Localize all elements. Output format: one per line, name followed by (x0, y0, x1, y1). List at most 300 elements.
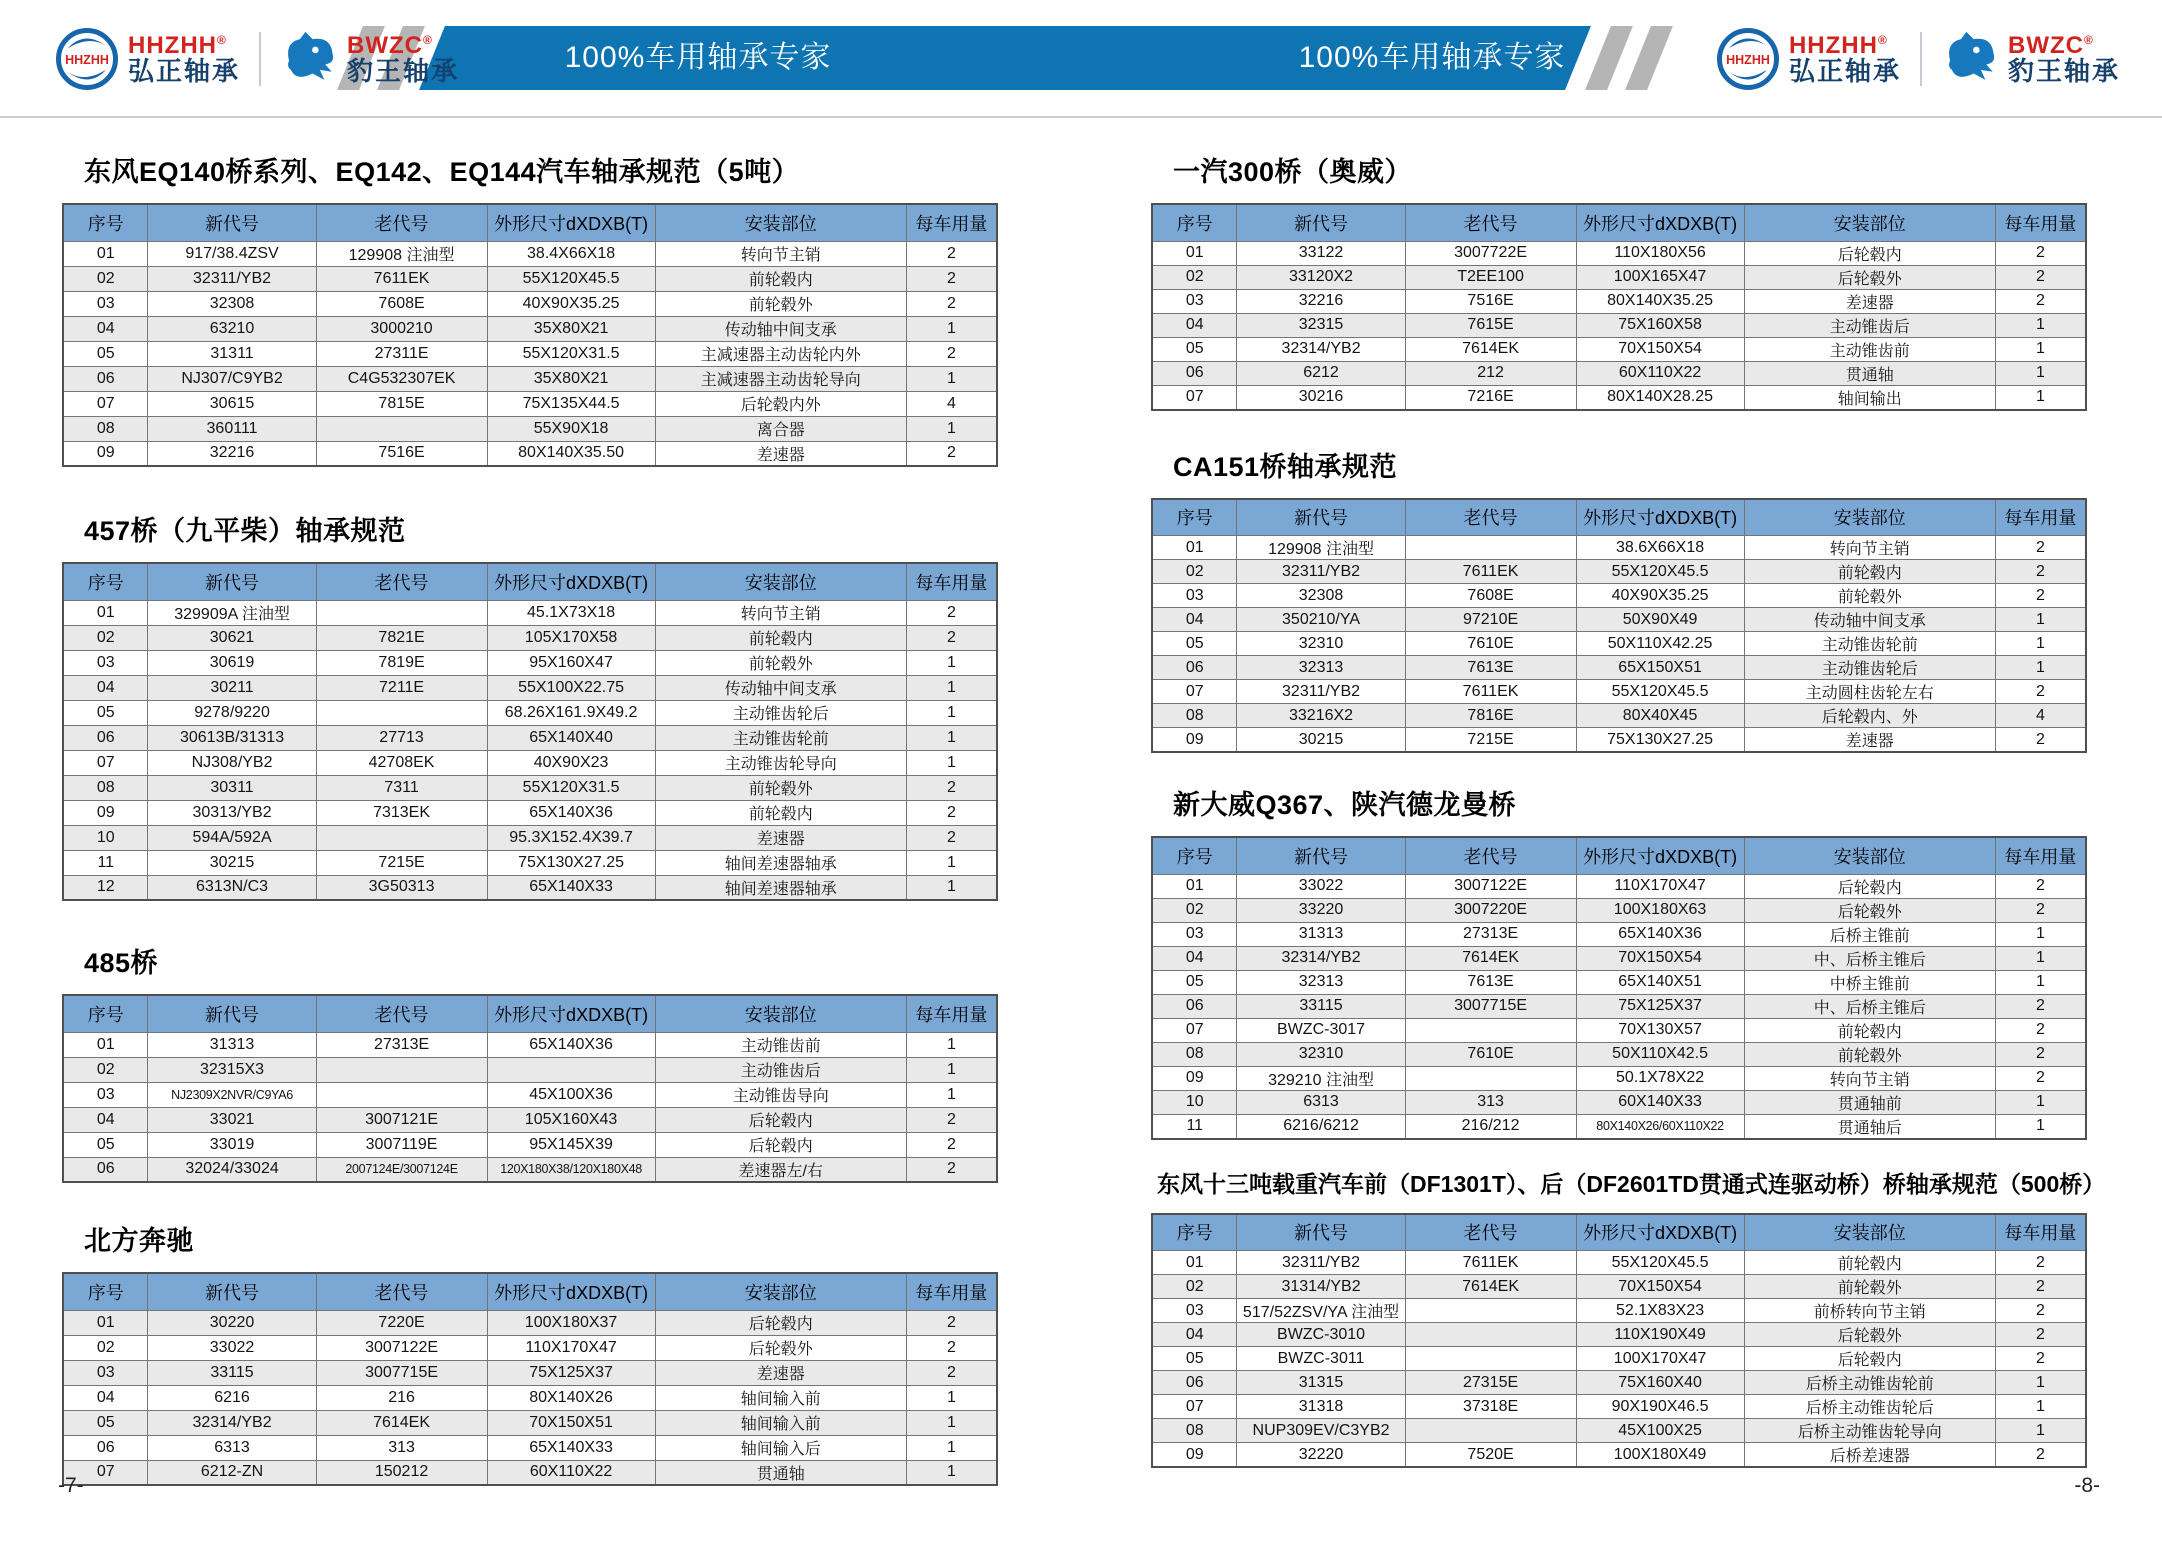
cell: 07 (63, 750, 148, 775)
bwzc-lockup (2008, 33, 2120, 85)
cell: 6216/6212 (1237, 1114, 1405, 1139)
cell: 后轮毂外 (655, 1335, 906, 1360)
cell: 7816E (1405, 704, 1576, 728)
cell: 33022 (148, 1335, 316, 1360)
cell: 7613E (1405, 970, 1576, 994)
cell: 09 (63, 800, 148, 825)
cell: 80X40X45 (1576, 704, 1744, 728)
table-row (63, 241, 997, 266)
cell: 35X80X21 (487, 366, 655, 391)
table-row (63, 391, 997, 416)
column-header: 每车用量 (906, 204, 997, 241)
cell: 40X90X35.25 (487, 291, 655, 316)
cell: 75X130X27.25 (487, 850, 655, 875)
table-row (63, 366, 997, 391)
cell: 32024/33024 (148, 1157, 316, 1182)
cell: 主动锥齿轮后 (1744, 656, 1995, 680)
cell: 7610E (1405, 632, 1576, 656)
cell: 100X170X47 (1576, 1347, 1744, 1371)
cell: 2 (1995, 874, 2086, 898)
cell: 1 (906, 850, 997, 875)
cell: 30220 (148, 1310, 316, 1335)
registered-mark: ® (423, 32, 433, 47)
cell: 转向节主销 (1744, 1066, 1995, 1090)
table-row (63, 1132, 997, 1157)
header-row (1152, 837, 2086, 874)
cell: 03 (63, 650, 148, 675)
cell: 05 (1152, 1347, 1237, 1371)
table-row (1152, 1090, 2086, 1114)
cell: 1 (906, 1460, 997, 1485)
cell: 65X140X40 (487, 725, 655, 750)
cell: 100X180X63 (1576, 898, 1744, 922)
cell: 1 (906, 1032, 997, 1057)
cell: 2 (1995, 994, 2086, 1018)
header-row (1152, 204, 2086, 241)
cell: 05 (63, 1410, 148, 1435)
cell: 2 (906, 341, 997, 366)
cell: 95X160X47 (487, 650, 655, 675)
cell: 1 (1995, 656, 2086, 680)
cell: 08 (1152, 1042, 1237, 1066)
cell: 7614EK (316, 1410, 487, 1435)
cell: 后轮毂内 (1744, 241, 1995, 265)
cell (316, 825, 487, 850)
cell: 前轮毂内 (1744, 1251, 1995, 1275)
table-row (1152, 313, 2086, 337)
cell: 差速器左/右 (655, 1157, 906, 1182)
table-row (63, 1460, 997, 1485)
column-header: 安装部位 (1744, 499, 1995, 536)
cell: 06 (1152, 656, 1237, 680)
cell (1405, 1066, 1576, 1090)
svg-text:HHZHH: HHZHH (65, 53, 109, 67)
cell: 07 (1152, 1395, 1237, 1419)
cell: 后轮毂内、外 (1744, 704, 1995, 728)
cell (316, 1082, 487, 1107)
cell: NJ307/C9YB2 (148, 366, 316, 391)
bwzc-name-en: BWZC® (347, 31, 433, 59)
table-title: 东风十三吨载重汽车前（DF1301T）、后（DF2601TD贯通式连驱动桥）桥轴承规范（500桥） (1157, 1170, 2106, 1197)
table-row (63, 1335, 997, 1360)
cell: 主减速器主动齿轮导向 (655, 366, 906, 391)
table-row (63, 1435, 997, 1460)
cell: 1 (906, 725, 997, 750)
cell: 33216X2 (1237, 704, 1405, 728)
cell: 350210/YA (1237, 608, 1405, 632)
cell: 2 (906, 775, 997, 800)
cell: 后桥主锥前 (1744, 922, 1995, 946)
cell: 32308 (1237, 584, 1405, 608)
cell: 1 (1995, 1419, 2086, 1443)
cell: 01 (63, 241, 148, 266)
cell: 2 (906, 241, 997, 266)
cell: 1 (906, 750, 997, 775)
table-row (1152, 337, 2086, 361)
hhzhh-name-cn: 弘正轴承 (1788, 55, 1901, 86)
cell: 07 (63, 1460, 148, 1485)
cell: 03 (63, 291, 148, 316)
cell: 前轮毂内 (1744, 1018, 1995, 1042)
cell: 11 (1152, 1114, 1237, 1139)
cell (1405, 1018, 1576, 1042)
cell: 60X110X22 (1576, 361, 1744, 385)
cell: 2 (1995, 1323, 2086, 1347)
cell: 主动圆柱齿轮左右 (1744, 680, 1995, 704)
cell: BWZC-3010 (1237, 1323, 1405, 1347)
cell: 差速器 (655, 441, 906, 466)
registered-mark: ® (217, 32, 227, 47)
cell: 前轮毂外 (655, 291, 906, 316)
cell: 33022 (1237, 874, 1405, 898)
cell: 前轮毂外 (1744, 1042, 1995, 1066)
cell: 传动轴中间支承 (655, 316, 906, 341)
cell: 01 (1152, 1251, 1237, 1275)
table-row (1152, 1323, 2086, 1347)
table-row (1152, 289, 2086, 313)
column-header: 每车用量 (906, 1273, 997, 1310)
cell: 1 (906, 1082, 997, 1107)
cell: 09 (1152, 1066, 1237, 1090)
table-row (1152, 1251, 2086, 1275)
cell: 31315 (1237, 1371, 1405, 1395)
cell: 75X125X37 (487, 1360, 655, 1385)
cell: 32311/YB2 (148, 266, 316, 291)
cell: 65X140X36 (1576, 922, 1744, 946)
cell: 02 (1152, 265, 1237, 289)
column-header: 新代号 (148, 995, 316, 1032)
cell: 55X120X45.5 (1576, 560, 1744, 584)
cell: 32216 (1237, 289, 1405, 313)
registered-mark: ® (2083, 32, 2094, 47)
cell: 03 (63, 1360, 148, 1385)
cell: 02 (1152, 560, 1237, 584)
cell: 150212 (316, 1460, 487, 1485)
cell: 前轮毂外 (655, 775, 906, 800)
column-header: 老代号 (316, 204, 487, 241)
cell: 1 (1995, 970, 2086, 994)
cell: 前轮毂内 (655, 625, 906, 650)
hhzhh-lockup (128, 33, 240, 85)
cell: 01 (1152, 241, 1237, 265)
cell: 216/212 (1405, 1114, 1576, 1139)
cell: 06 (1152, 994, 1237, 1018)
cell: 06 (63, 1435, 148, 1460)
cell: 03 (1152, 289, 1237, 313)
cell: 后轮毂外 (1744, 898, 1995, 922)
cell: 38.4X66X18 (487, 241, 655, 266)
cell: C4G532307EK (316, 366, 487, 391)
cell: 32314/YB2 (1237, 946, 1405, 970)
registered-mark: ® (1877, 32, 1888, 47)
cell: 后桥差速器 (1744, 1443, 1995, 1468)
cell: 50.1X78X22 (1576, 1066, 1744, 1090)
cell: 2 (1995, 1299, 2086, 1323)
cell: 33220 (1237, 898, 1405, 922)
cell: 1 (906, 1057, 997, 1082)
cell: 前轮毂外 (655, 650, 906, 675)
cell: 前轮毂外 (1744, 584, 1995, 608)
bearing-spec-table (62, 562, 998, 901)
table-title: 一汽300桥（奥威） (1173, 157, 1413, 187)
cell: 09 (63, 441, 148, 466)
cell: 75X125X37 (1576, 994, 1744, 1018)
cell: 1 (1995, 337, 2086, 361)
table-row (1152, 584, 2086, 608)
cell: 70X150X54 (1576, 1275, 1744, 1299)
cell: 06 (1152, 361, 1237, 385)
hhzhh-name-en: HHZHH® (128, 31, 227, 59)
table-row (1152, 241, 2086, 265)
cell: 7215E (1405, 728, 1576, 753)
table-row (63, 341, 997, 366)
cell: 2 (906, 1335, 997, 1360)
cell: 129908 注油型 (1237, 536, 1405, 560)
cell: 3007715E (1405, 994, 1576, 1018)
column-header: 老代号 (1405, 1214, 1576, 1251)
cell: BWZC-3017 (1237, 1018, 1405, 1042)
cell: 2 (1995, 241, 2086, 265)
cell: 7611EK (316, 266, 487, 291)
cell: 55X100X22.75 (487, 675, 655, 700)
cell: 前桥转向节主销 (1744, 1299, 1995, 1323)
svg-text:HHZHH: HHZHH (1726, 53, 1770, 67)
column-header: 序号 (1152, 837, 1237, 874)
cell: 110X170X47 (1576, 874, 1744, 898)
cell: 45X100X25 (1576, 1419, 1744, 1443)
table-section (1151, 150, 2096, 411)
cell: 27315E (1405, 1371, 1576, 1395)
cell: 1 (906, 1435, 997, 1460)
cell: 7516E (1405, 289, 1576, 313)
column-header: 新代号 (1237, 499, 1405, 536)
cell (1405, 1419, 1576, 1443)
cell: 06 (63, 725, 148, 750)
cell (316, 416, 487, 441)
cell: 6313 (1237, 1090, 1405, 1114)
cell: 后轮毂内 (655, 1107, 906, 1132)
table-row (63, 600, 997, 625)
cell: 2 (906, 800, 997, 825)
table-row (1152, 536, 2086, 560)
cell: 6212-ZN (148, 1460, 316, 1485)
table-row (1152, 1275, 2086, 1299)
cell: 31314/YB2 (1237, 1275, 1405, 1299)
cell (316, 700, 487, 725)
table-row (1152, 361, 2086, 385)
cell: 1 (1995, 946, 2086, 970)
column-header: 老代号 (316, 563, 487, 600)
left-page (62, 120, 1007, 1486)
table-row (1152, 704, 2086, 728)
cell: 80X140X28.25 (1576, 385, 1744, 410)
cell: 09 (1152, 728, 1237, 753)
cell: 09 (1152, 1443, 1237, 1468)
cell: 95.3X152.4X39.7 (487, 825, 655, 850)
cell: 06 (63, 1157, 148, 1182)
cell: 7615E (1405, 313, 1576, 337)
cell: 2 (1995, 680, 2086, 704)
table-row (63, 1032, 997, 1057)
cell: 63210 (148, 316, 316, 341)
cell: 中、后桥主锥后 (1744, 994, 1995, 1018)
cell: 30311 (148, 775, 316, 800)
cell: 03 (1152, 1299, 1237, 1323)
cell: 2 (1995, 289, 2086, 313)
cell: 33021 (148, 1107, 316, 1132)
column-header: 每车用量 (1995, 837, 2086, 874)
cell: 75X160X40 (1576, 1371, 1744, 1395)
cell: 7216E (1405, 385, 1576, 410)
cell: 2 (1995, 1066, 2086, 1090)
table-row (63, 1082, 997, 1107)
cell: 转向节主销 (655, 241, 906, 266)
cell: 3G50313 (316, 875, 487, 900)
cell: 轴间输出 (1744, 385, 1995, 410)
cell: 80X140X26 (487, 1385, 655, 1410)
cell: 7215E (316, 850, 487, 875)
cell (487, 1057, 655, 1082)
column-header: 新代号 (1237, 1214, 1405, 1251)
table-row (1152, 898, 2086, 922)
table-row (63, 1385, 997, 1410)
cell: 后轮毂外 (1744, 1323, 1995, 1347)
cell: 50X110X42.25 (1576, 632, 1744, 656)
cell: 7611EK (1405, 680, 1576, 704)
cell: 30216 (1237, 385, 1405, 410)
cell: 02 (1152, 898, 1237, 922)
table-row (63, 266, 997, 291)
cell: 97210E (1405, 608, 1576, 632)
cell (1405, 1347, 1576, 1371)
table-row (1152, 632, 2086, 656)
cell: 37318E (1405, 1395, 1576, 1419)
cell: 7611EK (1405, 1251, 1576, 1275)
cell: 7211E (316, 675, 487, 700)
cell: 3007715E (316, 1360, 487, 1385)
cell (1405, 1323, 1576, 1347)
cell: 05 (63, 1132, 148, 1157)
cell: 01 (1152, 536, 1237, 560)
cell: 105X170X58 (487, 625, 655, 650)
column-header: 新代号 (1237, 204, 1405, 241)
table-row (63, 1057, 997, 1082)
table-title: 485桥 (84, 948, 159, 978)
cell: 216 (316, 1385, 487, 1410)
cell: 32315 (1237, 313, 1405, 337)
cell: 120X180X38/120X180X48 (487, 1157, 655, 1182)
cell: 2 (1995, 1347, 2086, 1371)
table-row (1152, 560, 2086, 584)
cell: 05 (1152, 970, 1237, 994)
cell: 轴间输入前 (655, 1410, 906, 1435)
cell: 55X120X45.5 (1576, 1251, 1744, 1275)
cell: 1 (906, 1385, 997, 1410)
cell: 01 (1152, 874, 1237, 898)
cell: 2 (906, 1107, 997, 1132)
bearing-spec-table (1151, 203, 2087, 411)
table-section (62, 941, 1007, 1183)
hhzhh-name-cn: 弘正轴承 (128, 55, 241, 86)
cell: 313 (316, 1435, 487, 1460)
column-header: 安装部位 (655, 204, 906, 241)
table-row (1152, 680, 2086, 704)
cell: 前轮毂外 (1744, 1275, 1995, 1299)
table-row (1152, 1395, 2086, 1419)
cell: 2 (906, 441, 997, 466)
cell: 前轮毂内 (1744, 560, 1995, 584)
column-header: 每车用量 (1995, 499, 2086, 536)
cell: 05 (63, 700, 148, 725)
cell: 02 (63, 1335, 148, 1360)
cell: 差速器 (1744, 728, 1995, 753)
hhzhh-lockup (1789, 33, 1901, 85)
cell: 50X90X49 (1576, 608, 1744, 632)
cell: 65X140X36 (487, 800, 655, 825)
header-row (63, 1273, 997, 1310)
cell: 45.1X73X18 (487, 600, 655, 625)
cell: 30619 (148, 650, 316, 675)
cell: 08 (1152, 704, 1237, 728)
cell: 68.26X161.9X49.2 (487, 700, 655, 725)
cell: 1 (906, 316, 997, 341)
table-row (1152, 385, 2086, 410)
cell: 1 (1995, 361, 2086, 385)
cell: NJ308/YB2 (148, 750, 316, 775)
cell: 33019 (148, 1132, 316, 1157)
table-row (63, 1107, 997, 1132)
cell: 06 (1152, 1371, 1237, 1395)
table-section (62, 509, 1007, 901)
cell: 2 (906, 266, 997, 291)
cell: 65X140X36 (487, 1032, 655, 1057)
cell: 55X90X18 (487, 416, 655, 441)
cell: 1 (1995, 313, 2086, 337)
cell: 70X150X54 (1576, 946, 1744, 970)
cell: 30313/YB2 (148, 800, 316, 825)
table-section (1151, 783, 2096, 1140)
cell: 30613B/31313 (148, 725, 316, 750)
cell: 贯通轴后 (1744, 1114, 1995, 1139)
table-title: 457桥（九平柴）轴承规范 (84, 516, 406, 546)
bearing-spec-table (1151, 498, 2087, 754)
cell: 主动锥齿前 (655, 1032, 906, 1057)
cell: 07 (63, 391, 148, 416)
cell: 30211 (148, 675, 316, 700)
cell: 70X150X51 (487, 1410, 655, 1435)
column-header: 老代号 (316, 995, 487, 1032)
brand-group-right (1716, 24, 2120, 94)
cell: 轴间输入前 (655, 1385, 906, 1410)
column-header: 新代号 (148, 563, 316, 600)
column-header: 老代号 (1405, 837, 1576, 874)
cell: 4 (1995, 704, 2086, 728)
table-row (1152, 608, 2086, 632)
cell: 04 (1152, 946, 1237, 970)
column-header: 序号 (1152, 204, 1237, 241)
cell: 1 (906, 650, 997, 675)
cell: 95X145X39 (487, 1132, 655, 1157)
cell: 2 (906, 1157, 997, 1182)
cell: 03 (1152, 922, 1237, 946)
cell: 2007124E/3007124E (316, 1157, 487, 1182)
table-row (63, 725, 997, 750)
cell: 7614EK (1405, 946, 1576, 970)
cell: 06 (63, 366, 148, 391)
stripe-decoration (1625, 26, 1673, 90)
cell: 3000210 (316, 316, 487, 341)
cell (1405, 1299, 1576, 1323)
